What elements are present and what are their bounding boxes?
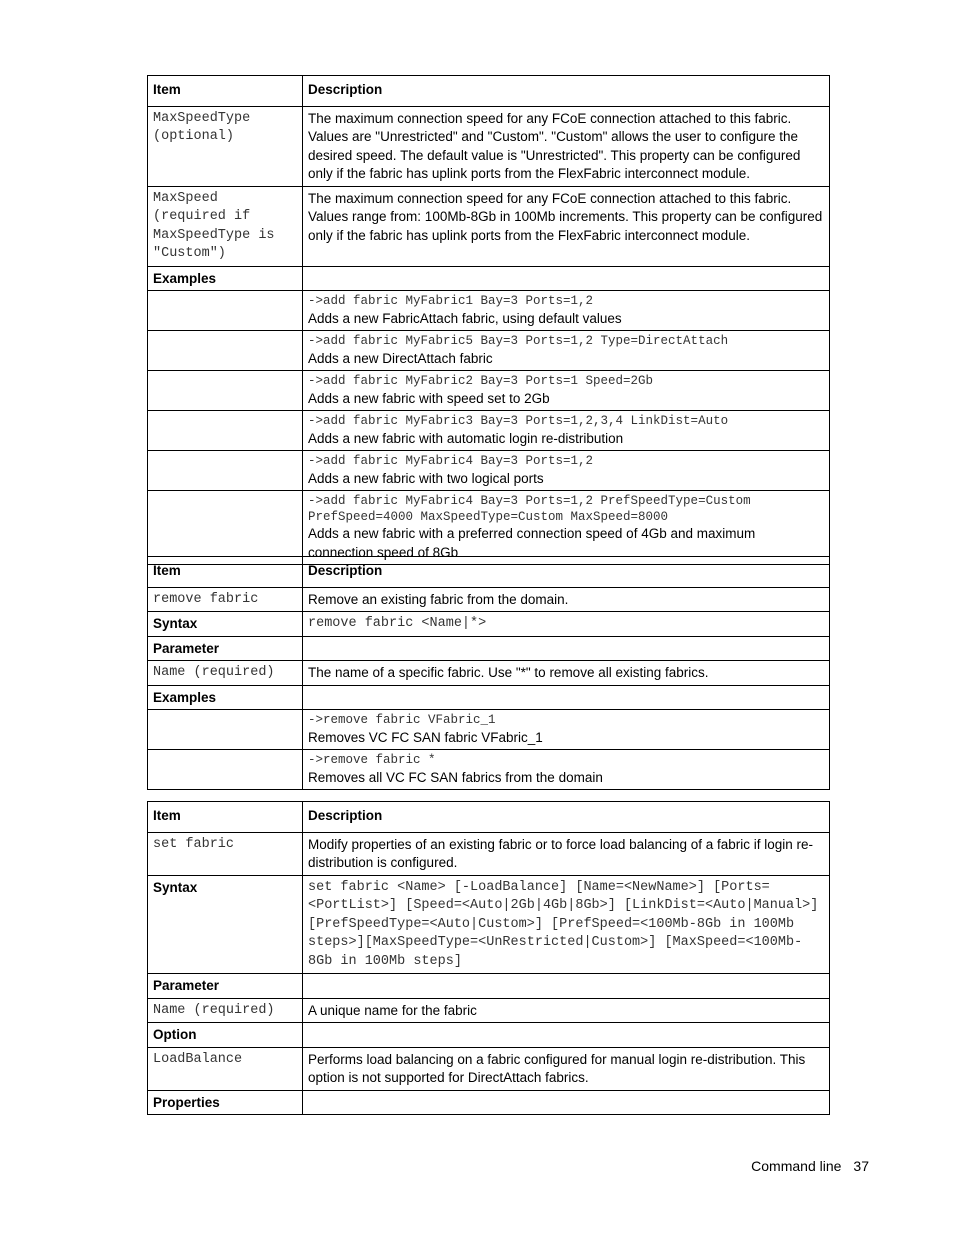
header-item: Item [148,802,303,833]
example-desc: Removes VC FC SAN fabric VFabric_1 [308,729,543,745]
param-desc: A unique name for the fabric [303,998,830,1023]
option-label: Option [148,1023,303,1048]
example-row [148,331,830,371]
example-code: ->add fabric MyFabric5 Bay=3 Ports=1,2 Type=DirectAttach [308,334,729,348]
option-desc: Performs load balancing on a fabric configured for manual login re-distribution. This option is not supported for DirectAttach fabrics. [303,1047,830,1090]
example-row [148,291,830,331]
header-description: Description [303,76,830,107]
example-row [148,750,830,790]
example-row [148,451,830,491]
header-item: Item [148,557,303,588]
table-header-row [148,802,830,833]
parameter-label: Parameter [148,636,303,661]
examples-label: Examples [148,266,303,291]
command-desc: Modify properties of an existing fabric or to force load balancing of a fabric if login re-distribution is configured. [303,832,830,875]
syntax-row [148,875,830,974]
parameter-label: Parameter [148,974,303,999]
example-code: ->remove fabric * [308,753,436,767]
item-maxspeed: MaxSpeed (required if MaxSpeedType is "Custom") [148,186,303,266]
option-name: LoadBalance [148,1047,303,1090]
item-maxspeedtype: MaxSpeedType (optional) [148,106,303,186]
example-desc: Adds a new fabric with two logical ports [308,470,544,486]
syntax-label: Syntax [148,875,303,974]
example-row [148,710,830,750]
parameter-row [148,636,830,661]
command-row [148,832,830,875]
parameter-row [148,974,830,999]
syntax-row [148,612,830,637]
param-desc: The name of a specific fabric. Use "*" to remove all existing fabrics. [303,661,830,686]
command-row [148,587,830,612]
header-description: Description [303,802,830,833]
table-row [148,998,830,1023]
page-footer [739,1158,869,1174]
desc-maxspeedtype: The maximum connection speed for any FCoE connection attached to this fabric. Values are "Unrestricted" and "Custom". "Custom" allows the user to configure the desired speed. The default value is "Unrestricted". This property can be configured only if the fabric has uplink ports from the FlexFabric interconnect module. [303,106,830,186]
syntax-text: set fabric <Name> [-LoadBalance] [Name=<NewName>] [Ports=<PortList>] [Speed=<Auto|2Gb|4Gb|8Gb>] [LinkDist=<Auto|Manual>][PrefSpeedType=<Auto|Custom>] [PrefSpeed=<100Mb-8Gb in 100Mb steps>][MaxSpeedType=<UnRestricted|Custom>] [MaxSpeed=<100Mb-8Gb in 100Mb steps] [303,875,830,974]
header-description: Description [303,557,830,588]
page-number: 37 [853,1158,869,1174]
remove-fabric-table [147,556,830,790]
desc-maxspeed: The maximum connection speed for any FCoE connection attached to this fabric. Values range from: 100Mb-8Gb in 100Mb increments. This property can be configured only if the fabric has uplink ports from the FlexFabric interconnect module. [303,186,830,266]
example-row [148,371,830,411]
set-fabric-table [147,801,830,1115]
table-row [148,106,830,186]
param-name: Name (required) [148,998,303,1023]
table-header-row [148,557,830,588]
table-row [148,661,830,686]
syntax-text: remove fabric <Name|*> [303,612,830,637]
example-code: ->add fabric MyFabric4 Bay=3 Ports=1,2 [308,454,594,468]
command-name: set fabric [148,832,303,875]
example-desc: Adds a new FabricAttach fabric, using default values [308,310,622,326]
syntax-label: Syntax [148,612,303,637]
header-item: Item [148,76,303,107]
command-desc: Remove an existing fabric from the domain. [303,587,830,612]
example-code: ->add fabric MyFabric3 Bay=3 Ports=1,2,3,4 LinkDist=Auto [308,414,729,428]
example-row [148,411,830,451]
properties-row [148,1090,830,1115]
table-row [148,1047,830,1090]
table-header-row [148,76,830,107]
examples-label: Examples [148,685,303,710]
example-desc: Adds a new DirectAttach fabric [308,350,493,366]
examples-row [148,266,830,291]
example-desc: Adds a new fabric with speed set to 2Gb [308,390,550,406]
examples-row [148,685,830,710]
option-row [148,1023,830,1048]
example-desc: Adds a new fabric with automatic login re-distribution [308,430,624,446]
example-desc: Adds a new fabric with a preferred connection speed of 4Gb and maximum connection speed of 8Gb [308,526,756,560]
example-code: ->add fabric MyFabric1 Bay=3 Ports=1,2 [308,294,594,308]
example-code: ->add fabric MyFabric4 Bay=3 Ports=1,2 PrefSpeedType=Custom PrefSpeed=4000 MaxSpeedType=Custom MaxSpeed=8000 [308,494,751,524]
command-name: remove fabric [148,587,303,612]
example-code: ->remove fabric VFabric_1 [308,713,496,727]
example-desc: Removes all VC FC SAN fabrics from the domain [308,769,603,785]
example-row [148,491,830,565]
add-fabric-table-continued [147,75,830,565]
footer-section: Command line [751,1158,842,1174]
properties-label: Properties [148,1090,303,1115]
table-row [148,186,830,266]
example-code: ->add fabric MyFabric2 Bay=3 Ports=1 Speed=2Gb [308,374,654,388]
param-name: Name (required) [148,661,303,686]
